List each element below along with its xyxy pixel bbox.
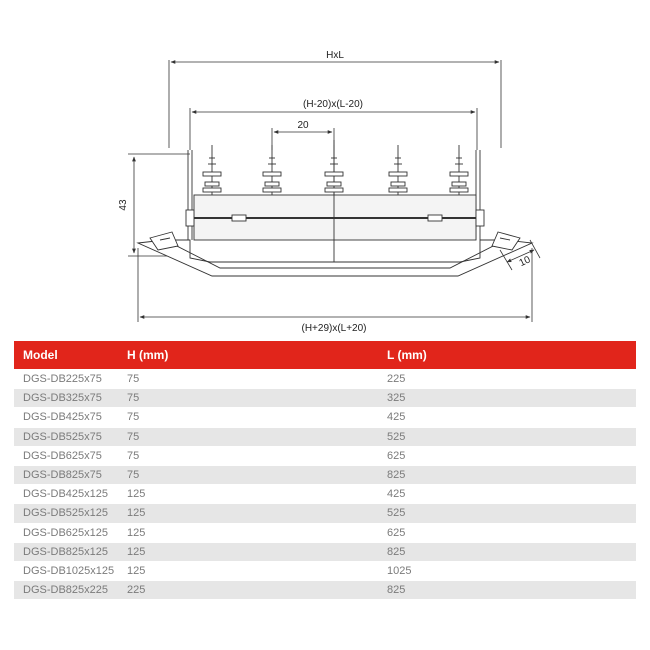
cell-l: 525: [378, 504, 636, 523]
table-row: [14, 370, 636, 389]
cell-model: DGS-DB625x125: [14, 523, 118, 542]
cell-l: 525: [378, 427, 636, 446]
screw: [325, 145, 343, 195]
cell-model: DGS-DB825x125: [14, 542, 118, 561]
cell-model: DGS-DB825x225: [14, 581, 118, 600]
table-row: [14, 542, 636, 561]
cell-l: 425: [378, 485, 636, 504]
table-row: [14, 504, 636, 523]
cell-model: DGS-DB825x75: [14, 465, 118, 484]
table-row: [14, 427, 636, 446]
cell-l: 225: [378, 370, 636, 389]
overall-dimension-label: HxL: [326, 50, 344, 61]
cell-model: DGS-DB425x125: [14, 485, 118, 504]
cell-l: 425: [378, 408, 636, 427]
header-model: Model: [14, 341, 118, 370]
cell-h: 75: [118, 408, 378, 427]
cell-h: 125: [118, 542, 378, 561]
cell-model: DGS-DB225x75: [14, 370, 118, 389]
cell-h: 125: [118, 523, 378, 542]
cell-h: 125: [118, 561, 378, 580]
cell-model: DGS-DB525x125: [14, 504, 118, 523]
table-row: [14, 523, 636, 542]
header-h: H (mm): [118, 341, 378, 370]
bottom-dimension-label: (H+29)x(L+20): [301, 323, 367, 334]
cell-model: DGS-DB425x75: [14, 408, 118, 427]
screw: [389, 145, 407, 195]
table-row: [14, 581, 636, 600]
screw: [450, 145, 468, 195]
cell-model: DGS-DB1025x125: [14, 561, 118, 580]
cell-h: 125: [118, 485, 378, 504]
table-row: [14, 389, 636, 408]
cell-h: 75: [118, 389, 378, 408]
table-header-row: [14, 341, 636, 370]
cell-l: 625: [378, 446, 636, 465]
table-row: [14, 465, 636, 484]
cell-h: 75: [118, 370, 378, 389]
cell-model: DGS-DB325x75: [14, 389, 118, 408]
inner-dimension-label: (H-20)x(L-20): [302, 99, 364, 110]
pitch-dimension: [272, 128, 334, 150]
cell-h: 75: [118, 427, 378, 446]
height-dimension-label: 43: [118, 199, 129, 211]
grille-body: [138, 140, 532, 276]
angle-dimension-label: 10: [517, 254, 533, 270]
mounting-screws: [203, 145, 468, 195]
cell-l: 325: [378, 389, 636, 408]
cell-l: 825: [378, 542, 636, 561]
table-row: [14, 446, 636, 465]
cell-l: 625: [378, 523, 636, 542]
cell-h: 75: [118, 465, 378, 484]
cell-h: 125: [118, 504, 378, 523]
cell-h: 75: [118, 446, 378, 465]
screw: [263, 145, 281, 195]
spec-table: [14, 341, 636, 599]
header-l: L (mm): [378, 341, 636, 370]
table-row: [14, 485, 636, 504]
cell-l: 825: [378, 465, 636, 484]
screw: [203, 145, 221, 195]
pitch-dimension-label: 20: [297, 120, 309, 131]
table-row: [14, 408, 636, 427]
table-row: [14, 561, 636, 580]
inner-dimension: [190, 108, 477, 150]
cell-h: 225: [118, 581, 378, 600]
cell-model: DGS-DB625x75: [14, 446, 118, 465]
cell-model: DGS-DB525x75: [14, 427, 118, 446]
cell-l: 1025: [378, 561, 636, 580]
cell-l: 825: [378, 581, 636, 600]
